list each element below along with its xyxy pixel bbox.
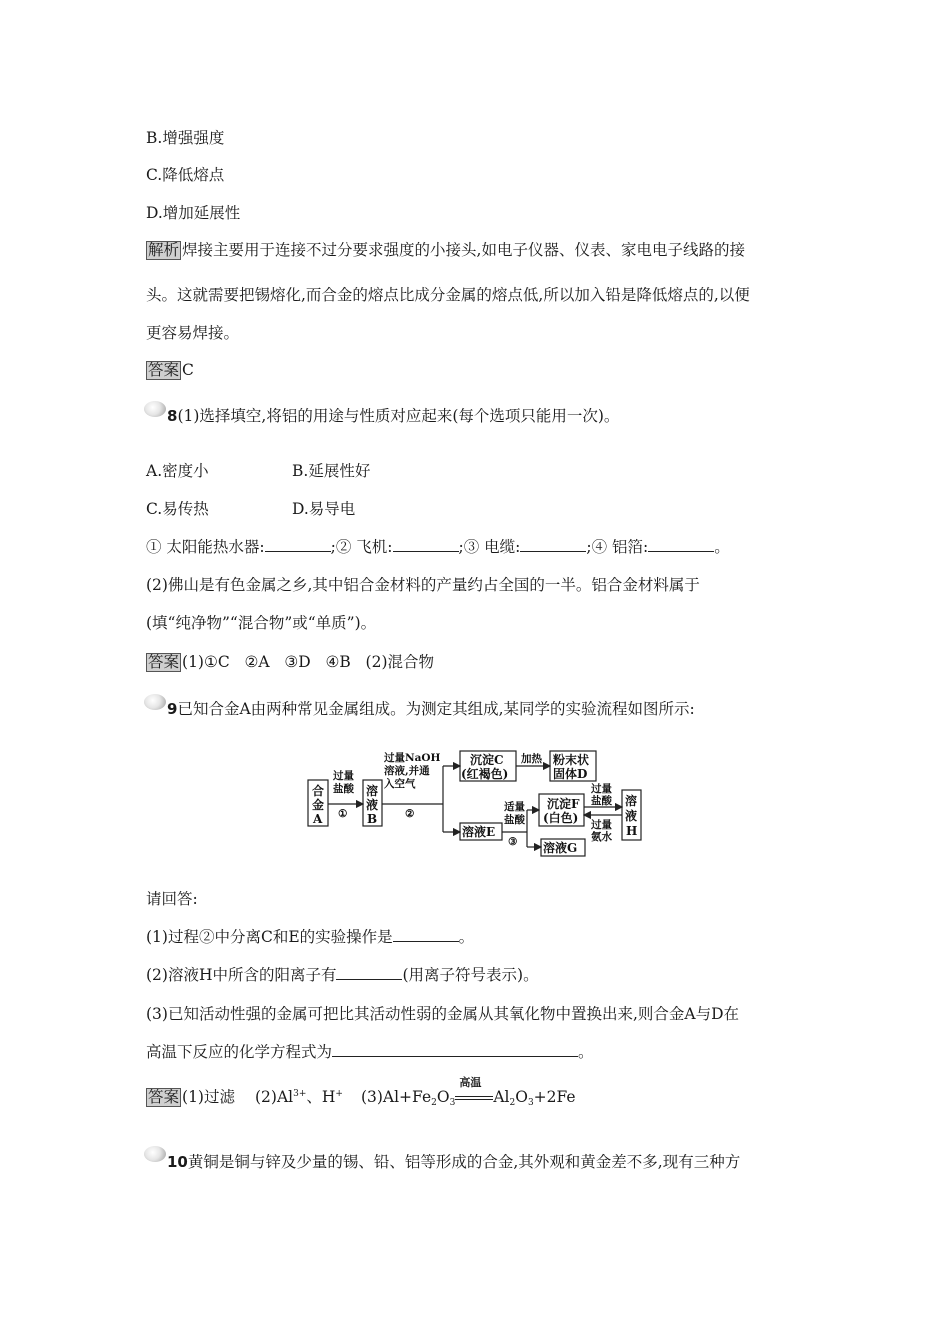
step1-reagent-1: 过量	[333, 770, 354, 782]
step3-reagent-1: 适量	[504, 801, 525, 813]
box-h-char-3: H	[626, 824, 638, 838]
box-a-char-2: 金	[312, 798, 325, 812]
q8-option-a: A.密度小	[146, 462, 209, 480]
q9-stem-text: 已知合金A由两种常见金属组成。为测定其组成,某同学的实验流程如图所示:	[177, 700, 695, 718]
q10-stem-text: 黄铜是铜与锌及少量的锡、铅、铝等形成的合金,其外观和黄金差不多,现有三种方	[187, 1153, 741, 1171]
box-b-char-1: 溶	[366, 784, 379, 798]
step2-reagent-3: 入空气	[384, 778, 416, 790]
step1-reagent-2: 盐酸	[333, 783, 354, 795]
step2-number: ②	[405, 808, 415, 820]
q10-number: 10	[167, 1153, 188, 1171]
step1-number: ①	[338, 808, 348, 820]
h-to-f-reagent-2: 氨水	[591, 831, 612, 843]
answer-tag: 答案	[148, 361, 180, 379]
answer-tag: 答案	[148, 1088, 180, 1106]
option-d: D.增加延展性	[146, 204, 241, 222]
q9-sub3-line2	[146, 1042, 594, 1062]
box-g-label: 溶液G	[543, 841, 578, 855]
q8-part2-line2: (填“纯净物”“混合物”或“单质”)。	[146, 614, 377, 632]
q8-stem-text: (1)选择填空,将铝的用途与性质对应起来(每个选项只能用一次)。	[177, 407, 620, 425]
q9-stem	[167, 699, 695, 719]
q10-stem	[167, 1152, 740, 1172]
heat-label: 加热	[521, 753, 542, 765]
blank	[393, 537, 459, 552]
box-c-line-2: (红褐色)	[461, 767, 509, 781]
analysis-line-3: 更容易焊接。	[146, 324, 240, 342]
answer-line	[146, 360, 194, 380]
box-f-line-2: (白色)	[543, 811, 579, 825]
box-a-char-1: 合	[312, 784, 325, 798]
reaction-condition-sign: 高温	[455, 1088, 493, 1102]
analysis-line-2: 头。这就需要把锡熔化,而合金的熔点比成分金属的熔点低,所以加入铅是降低熔点的,以便	[146, 286, 750, 304]
blank	[265, 537, 331, 552]
step3-reagent-2: 盐酸	[504, 814, 525, 826]
q9-sub1	[146, 927, 474, 947]
analysis-line-1	[146, 240, 745, 260]
analysis-text-1: 焊接主要用于连接不过分要求强度的小接头,如电子仪器、仪表、家电电子线路的接	[182, 241, 745, 259]
option-b: B.增强强度	[146, 129, 225, 147]
question-circle-icon	[144, 401, 166, 417]
q9-ans2: $(2)Al^{3+}$、H+	[254, 1088, 343, 1106]
q9-ans3: $(3)Al+Fe_2O_3$ 高温 $Al_2O_3+2Fe$	[360, 1076, 576, 1108]
box-f-line-1: 沉淀F	[547, 797, 580, 811]
blank	[648, 537, 714, 552]
blank	[336, 965, 402, 980]
box-b-char-3: B	[367, 812, 378, 826]
q8-fill-2: ;② 飞机:	[330, 538, 393, 556]
q9-sub2	[146, 965, 539, 985]
step2-reagent-2: 溶液,并通	[384, 765, 430, 777]
q8-option-b: B.延展性好	[292, 462, 371, 480]
q8-fill-3: ;③ 电缆:	[458, 538, 521, 556]
f-to-h-reagent-2: 盐酸	[591, 795, 612, 807]
q8-fill-1: ① 太阳能热水器:	[146, 538, 265, 556]
option-c: C.降低熔点	[146, 166, 225, 184]
q9-sub1-text: (1)过程②中分离C和E的实验操作是	[146, 928, 393, 946]
q8-number: 8	[167, 407, 178, 425]
box-e-label: 溶液E	[462, 825, 496, 839]
box-h-char-2: 液	[625, 809, 638, 823]
box-a-char-3: A	[313, 812, 323, 826]
q8-fill-end: 。	[714, 538, 730, 556]
q9-sub3-end: 。	[578, 1043, 594, 1061]
q8-fill-line	[146, 537, 730, 557]
q9-sub3-text: 高温下反应的化学方程式为	[146, 1043, 333, 1061]
step3-number: ③	[508, 836, 518, 848]
q8-option-d: D.易导电	[292, 500, 356, 518]
box-b-char-2: 液	[366, 798, 379, 812]
step2-reagent-1: 过量NaOH	[384, 752, 441, 764]
question-circle-icon	[144, 1146, 166, 1162]
q9-sub2-end: (用离子符号表示)。	[402, 966, 539, 984]
q9-number: 9	[167, 700, 178, 718]
q9-sub2-text: (2)溶液H中所含的阳离子有	[146, 966, 337, 984]
box-c-line-1: 沉淀C	[470, 753, 504, 767]
f-to-h-reagent-1: 过量	[591, 783, 612, 795]
q8-part2-line1: (2)佛山是有色金属之乡,其中铝合金材料的产量约占全国的一半。铝合金材料属于	[146, 576, 700, 594]
question-circle-icon	[144, 694, 166, 710]
q9-sub1-end: 。	[458, 928, 475, 946]
q8-option-c: C.易传热	[146, 500, 209, 518]
blank	[332, 1042, 578, 1057]
q8-fill-4: ;④ 铝箔:	[586, 538, 649, 556]
q9-sub3-line1: (3)已知活动性强的金属可把比其活动性弱的金属从其氧化物中置换出来,则合金A与D在	[146, 1005, 740, 1023]
answer-text: C	[182, 361, 194, 379]
answer-tag: 答案	[148, 653, 180, 671]
blank	[393, 927, 459, 942]
q8-stem	[167, 406, 619, 426]
box-d-line-2: 固体D	[553, 767, 588, 781]
q8-answer-text: (1)①C ②A ③D ④B (2)混合物	[182, 653, 435, 671]
analysis-tag: 解析	[148, 241, 180, 259]
experiment-flow-diagram	[305, 744, 645, 860]
box-h-char-1: 溶	[625, 794, 638, 808]
h-to-f-reagent-1: 过量	[591, 819, 612, 831]
q9-ans1: (1)过滤	[182, 1088, 235, 1106]
q8-answer-line	[146, 652, 434, 672]
box-d-line-1: 粉末状	[553, 753, 590, 767]
q9-answer-line	[146, 1076, 576, 1108]
q9-prompt: 请回答:	[146, 890, 198, 908]
blank	[520, 537, 586, 552]
